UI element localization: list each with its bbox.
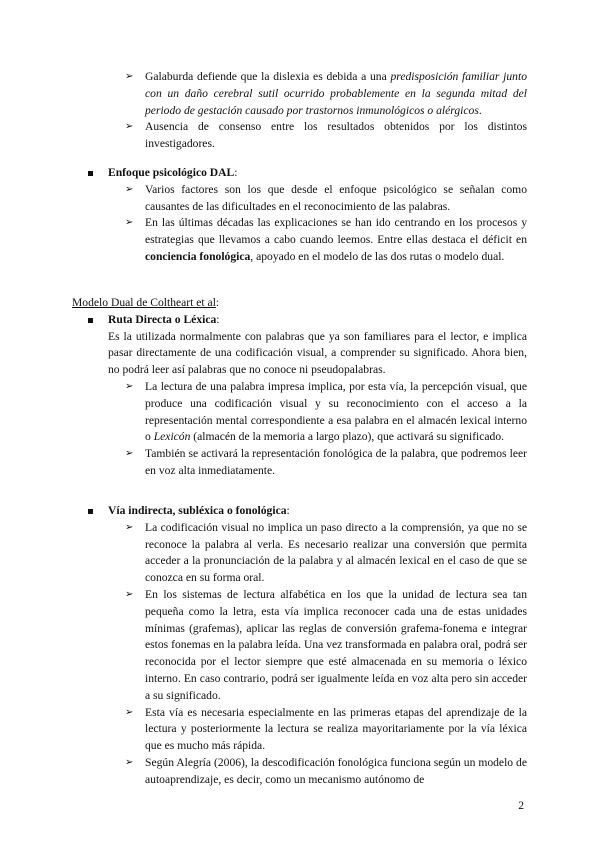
section-title-suffix: : xyxy=(215,296,220,309)
section-title-text: Modelo Dual de Coltheart et al xyxy=(72,296,216,309)
item-text: La lectura de una palabra impresa implica, por esta vía, la percepción visual, que produce una codificación visual y su reconocimiento con el acceso a la representación mental correspondiente a esa palabra en el almacén lexical interno o xyxy=(145,379,527,444)
section-list xyxy=(86,182,527,266)
arrow-bullet-icon: ➢ xyxy=(125,706,134,718)
arrow-bullet-icon: ➢ xyxy=(125,217,134,229)
list-item xyxy=(125,379,527,446)
heading-suffix: : xyxy=(216,312,220,326)
section-title xyxy=(72,295,527,312)
subsection-heading xyxy=(86,503,527,520)
arrow-bullet-icon: ➢ xyxy=(125,380,134,392)
item-text: Esta vía es necesaria especialmente en las primeras etapas del aprendizaje de la lectura y posteriormente la lectura se realiza mayoritariamente por la vía léxica que es mucho más rápida. xyxy=(145,705,527,753)
list-item xyxy=(125,587,527,705)
arrow-bullet-icon: ➢ xyxy=(125,588,134,600)
item-italic-text: predisposición familiar junto con un daño cerebral sutil ocurrido probablemente en la segunda mitad del periodo de gestación causado por trastornos inmunológicos o alérgicos xyxy=(145,70,527,117)
item-italic-text: Lexicón xyxy=(153,430,191,444)
heading-suffix: : xyxy=(286,504,290,517)
list-item xyxy=(125,215,527,265)
list-item xyxy=(125,755,527,789)
section-heading xyxy=(86,165,527,182)
list-item xyxy=(125,520,527,587)
subsection-heading xyxy=(86,312,527,329)
section-psychological-approach xyxy=(86,165,527,266)
item-text: Ausencia de consenso entre los resultados obtenidos por los distintos investigadores. xyxy=(145,120,527,151)
arrow-bullet-icon: ➢ xyxy=(125,521,134,533)
square-bullet-icon xyxy=(88,171,93,176)
item-text: Galaburda defiende que la dislexia es debida a una xyxy=(145,70,391,83)
subsection-direct-route xyxy=(72,312,527,480)
arrow-bullet-icon: ➢ xyxy=(125,448,134,460)
heading-text: Enfoque psicológico DAL xyxy=(108,166,235,179)
item-text-end: (almacén de la memoria a largo plazo), que activará su significado. xyxy=(190,430,505,444)
subsection-list xyxy=(86,520,527,789)
item-text: También se activará la representación fonológica de la palabra, que podremos leer en voz alta inmediatamente. xyxy=(145,447,527,477)
square-bullet-icon xyxy=(88,318,93,323)
arrow-bullet-icon: ➢ xyxy=(125,71,134,82)
list-item xyxy=(125,119,527,153)
item-text: En los sistemas de lectura alfabética en los que la unidad de lectura sea tan pequeña como la letra, esta vía implica reconocer cada una de estas unidades mínimas (grafemas), aplicar las reglas de conversión grafema-fonema e integrar estos fonemas en la palabra leída. Una vez transformada en palabra oral, podrá ser reconocida por el lector siempre que esté almacenada en su memoria o léxico interno. En caso contrario, podrá ser igualmente leída en voz alta pero sin acceder a su significado. xyxy=(145,587,527,702)
heading-text: Ruta Directa o Léxica xyxy=(108,312,217,326)
page-number: 2 xyxy=(518,799,524,812)
item-text-end: , apoyado en el modelo de las dos rutas o modelo dual. xyxy=(250,249,505,263)
section-dual-model xyxy=(72,295,527,480)
item-text: En las últimas décadas las explicaciones se han ido centrando en los procesos y estrategias que llevamos a cabo cuando leemos. Entre ellas destaca el déficit en xyxy=(145,216,527,247)
list-item xyxy=(125,182,527,216)
square-bullet-icon xyxy=(88,509,93,514)
item-bold-text: conciencia fonológica xyxy=(145,249,251,263)
arrow-bullet-icon: ➢ xyxy=(125,121,134,133)
list-item xyxy=(125,69,527,119)
arrow-bullet-icon: ➢ xyxy=(125,183,134,195)
item-text: La codificación visual no implica un paso directo a la comprensión, ya que no se reconoce la palabra al verla. Es necesario realizar una conversión que permita acceder a la pronunciación de la palabra y al almacén lexical en el caso de que se conozca en su forma oral. xyxy=(145,520,527,585)
heading-suffix: : xyxy=(234,166,238,179)
subsection-paragraph: Es la utilizada normalmente con palabras que ya son familiares para el lector, e implica pasar directamente de una codificación visual, a comprender su significado. Ahora bien, no podrá leer así palabras que no conoce ni pseudopalabras. xyxy=(108,329,527,377)
subsection-list xyxy=(86,379,527,480)
item-text: Varios factores son los que desde el enfoque psicológico se señalan como causantes de las dificultades en el reconocimiento de las palabras. xyxy=(145,182,527,213)
item-text: Según Alegría (2006), la descodificación fonológica funciona según un modelo de autoaprendizaje, es decir, como un mecanismo autónomo de xyxy=(145,755,527,786)
heading-text: Vía indirecta, subléxica o fonológica xyxy=(108,504,287,517)
section-genetic-causes xyxy=(125,69,527,153)
item-text-end: . xyxy=(478,103,482,117)
list-item xyxy=(125,446,527,480)
list-item xyxy=(125,705,527,755)
arrow-bullet-icon: ➢ xyxy=(125,756,134,768)
subsection-indirect-route xyxy=(86,503,527,789)
